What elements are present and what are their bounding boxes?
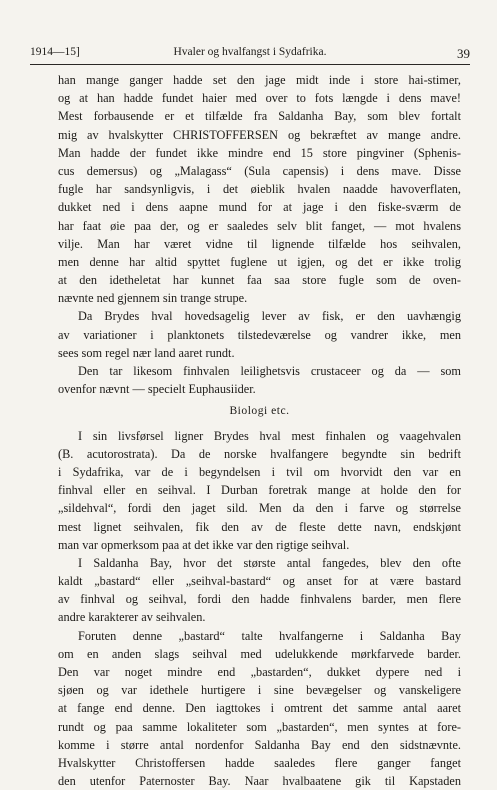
text-line: komme i større antal nordenfor Saldanha Bay end den sidstnævnte. [58,737,461,752]
running-header [30,46,470,64]
text-line: av variationer i planktonets tilstedeværelse og vandrer ikke, men [58,327,461,342]
running-title: Hvaler og hvalfangst i Sydafrika. [173,46,327,58]
text-line: kaldt „bastard“ eller „seihval-bastard“ og anset for at være bastard [58,574,461,589]
text-line: fugle har sandsynligvis, i det øieblik hvalen naadde havoverflaten, [58,182,461,197]
text-line: mig av hvalskytter CHRISTOFFERSEN og bekræftet av mange andre. [58,127,461,142]
text-line: I Saldanha Bay, hvor det største antal fangedes, blev den ofte [78,555,461,570]
text-line: og at han hadde fundet haier med over to fots længde i dens mave! [58,91,461,106]
text-line: vilje. Man har været vidne til lignende tilfælde hos seihvalen, [58,236,461,251]
text-line: Da Brydes hval hovedsagelig lever av fisk, er den uavhængig [78,309,461,324]
text-line: cus demersus) og „Malagass“ (Sula capensis) i dens mave. Disse [58,163,461,178]
text-line: (B. acutorostrata). Da de norske hvalfangere begyndte sin bedrift [58,446,461,461]
text-line: I sin livsførsel ligner Brydes hval mest finhalen og vaagehvalen [78,428,461,443]
section-heading: Biologi etc. [229,404,290,418]
text-line: men denne har altid spyttet fuglene ut igjen, og det er ikke trolig [58,254,461,269]
page-number: 39 [457,46,470,61]
text-line: den utenfor Paternoster Bay. Naar hvalbaatene gik til Kapstaden [58,774,461,789]
text-line: andre karakterer av seihvalen. [58,610,206,625]
text-line: finhval eller en seihval. I Durban foretrak mange at holde den for [58,483,461,498]
text-line: om en anden slags seihval med udelukkende mørkfarvede barder. [58,646,461,661]
text-line: at den idetheletat har kunnet faa saa store fugle som de oven- [58,273,461,288]
text-line: Mest forbausende er et tilfælde fra Saldanha Bay, som blev fortalt [58,109,461,124]
text-line: dukket ned i dens aapne mund for at jage i den fiske-sværm de [58,200,461,215]
header-rule [30,64,470,65]
text-line: sees som regel nær land aaret rundt. [58,345,235,360]
text-line: sjøen og var idethele hurtigere i sine bevægelser og vanskeligere [58,683,461,698]
text-line: Foruten denne „bastard“ talte hvalfangerne i Saldanha Bay [78,628,461,643]
text-line: Man hadde der fundet ikke mindre end 15 store pingviner (Sphenis- [58,145,461,160]
text-line: at fange end denne. Den iagttokes i omtrent det samme antal aaret [58,701,461,716]
text-line: man var opmerksom paa at det ikke var den rigtige seihval. [58,537,350,552]
text-line: nævnte ned gjennem sin trange strupe. [58,291,248,306]
text-line: „sildehval“, fordi den jaget sild. Men da den i farve og størrelse [58,501,461,516]
text-line: Den tar likesom finhvalen leilighetsvis crustaceer og da — som [78,364,461,378]
text-line: han mange ganger hadde set den jage midt inde i store hai-stimer, [58,73,461,87]
text-line: Hvalskytter Christoffersen hadde saaledes flere ganger fanget [58,755,461,770]
text-line: av finhval og seihval, fordi den hadde finhvalens barder, men flere [58,592,461,607]
text-line: Den var noget mindre end „bastarden“, dukket dypere ned i [58,665,461,679]
volume-year: 1914—15] [30,46,80,58]
body-text [58,71,461,790]
text-line: rundt og paa samme lokaliteter som „bastarden“, men syntes at fore- [58,719,461,734]
text-line: har faat øie paa der, og er saaledes selv blit fanget, — mot hvalens [58,218,461,233]
text-line: i Sydafrika, var de i begyndelsen i tvil om hvorvidt den var en [58,464,461,479]
text-line: ovenfor nævnt — specielt Euphausiider. [58,382,256,397]
text-line: mest lignet seihvalen, fik den av de fleste dette navn, endskjønt [58,519,461,534]
